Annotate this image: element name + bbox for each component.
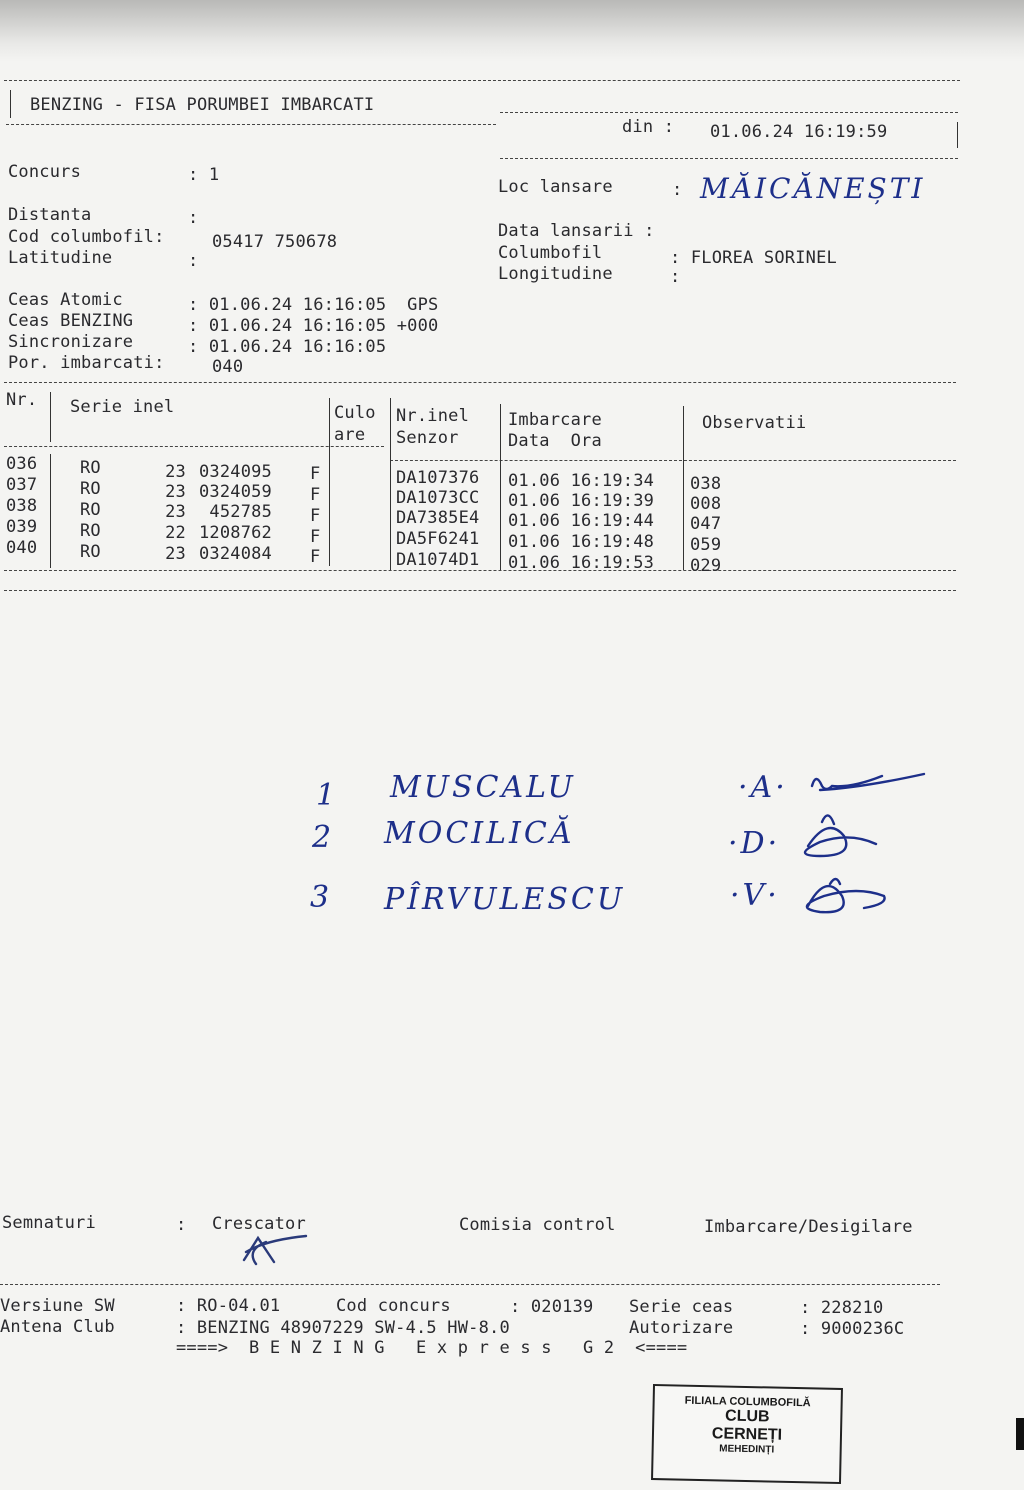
cell-sex: F: [310, 506, 321, 526]
commission-name: MUSCALU: [390, 770, 576, 805]
cod-concurs-label: Cod concurs: [336, 1296, 451, 1316]
autorizare-label: Autorizare: [629, 1318, 734, 1338]
cell-country: RO: [80, 458, 101, 478]
cell-ring: 23 0324059: [165, 482, 272, 502]
cell-nr: 039: [6, 517, 38, 537]
cell-nr: 037: [6, 475, 38, 495]
distanta-label: Distanta: [8, 205, 92, 225]
commission-initial: ·A·: [738, 770, 788, 805]
stamp-line-2: CLUB: [724, 1407, 770, 1426]
antena-label: Antena Club: [0, 1317, 115, 1337]
latitudine-value: :: [188, 251, 199, 271]
concurs-value: : 1: [188, 165, 220, 185]
loc-lansare-label: Loc lansare: [498, 177, 613, 197]
longitudine-value: :: [670, 267, 681, 287]
commission-initial: ·V·: [730, 878, 780, 913]
antena-value: : BENZING 48907229 SW-4.5 HW-8.0: [176, 1318, 510, 1338]
cell-datetime: 01.06 16:19:44: [508, 511, 655, 531]
data-lansarii-label: Data lansarii :: [498, 221, 655, 241]
cell-obs: 038: [690, 474, 722, 494]
cell-senzor: DA1074D1: [396, 550, 480, 570]
cell-senzor: DA1073CC: [396, 488, 480, 508]
crescator-label: Crescator: [212, 1214, 306, 1234]
cell-senzor: DA7385E4: [396, 508, 480, 528]
din-datetime: 01.06.24 16:19:59: [710, 122, 888, 142]
cell-country: RO: [80, 521, 101, 541]
stamp-line-1: FILIALA COLUMBOFILĂ: [684, 1394, 811, 1410]
benzing-express-banner: ====> B E N Z I N G E x p r e s s G 2 <====: [176, 1338, 688, 1358]
cod-concurs-value: : 020139: [510, 1297, 594, 1317]
cod-columbofil-label: Cod columbofil:: [8, 227, 165, 247]
por-imbarcati-label: Por. imbarcati:: [8, 353, 165, 373]
cod-columbofil-value: 05417 750678: [212, 232, 338, 252]
col-header-nr: Nr.: [6, 390, 38, 410]
cell-ring: 23 452785: [165, 502, 272, 522]
col-header-nrinel-1: Nr.inel: [396, 406, 470, 426]
imbarcare-label: Imbarcare/Desigilare: [704, 1217, 913, 1237]
col-header-culoare-2: are: [334, 425, 366, 445]
ceas-atomic-label: Ceas Atomic: [8, 290, 123, 310]
ceas-atomic-value: : 01.06.24 16:16:05 GPS: [188, 295, 439, 315]
versiune-label: Versiune SW: [0, 1296, 115, 1316]
cell-nr: 040: [6, 538, 38, 558]
sincronizare-value: : 01.06.24 16:16:05: [188, 337, 387, 357]
col-header-serie: Serie inel: [70, 397, 175, 417]
cell-obs: 047: [690, 514, 722, 534]
versiune-value: : RO-04.01: [176, 1296, 281, 1316]
loc-lansare-sep: :: [672, 180, 683, 200]
latitudine-label: Latitudine: [8, 248, 113, 268]
cell-nr: 038: [6, 496, 38, 516]
col-header-culoare-1: Culo: [334, 403, 376, 423]
cell-nr: 036: [6, 454, 38, 474]
cell-datetime: 01.06 16:19:39: [508, 491, 655, 511]
concurs-label: Concurs: [8, 162, 82, 182]
cell-sex: F: [310, 464, 321, 484]
cell-senzor: DA107376: [396, 468, 480, 488]
commission-number: 1: [316, 778, 339, 813]
ceas-benzing-value: : 01.06.24 16:16:05 +000: [188, 316, 439, 336]
sincronizare-label: Sincronizare: [8, 332, 134, 352]
cell-ring: 23 0324095: [165, 462, 272, 482]
cell-obs: 029: [690, 556, 722, 576]
din-label: din :: [622, 117, 675, 137]
cell-sex: F: [310, 527, 321, 547]
semnaturi-label: Semnaturi: [2, 1213, 96, 1233]
stamp-line-4: MEHEDINȚI: [719, 1443, 775, 1456]
loc-lansare-handwritten: MĂICĂNEȘTI: [700, 172, 926, 205]
cell-country: RO: [80, 479, 101, 499]
col-header-observatii: Observatii: [702, 413, 807, 433]
commission-name: MOCILICĂ: [384, 816, 575, 851]
serie-ceas-value: : 228210: [800, 1298, 884, 1318]
signature-crescator: [244, 1236, 306, 1264]
document-title: BENZING - FISA PORUMBEI IMBARCATI: [30, 95, 375, 115]
distanta-value: :: [188, 208, 199, 228]
col-header-nrinel-2: Senzor: [396, 428, 459, 448]
col-header-imbarcare-1: Imbarcare: [508, 410, 602, 430]
commission-number: 2: [312, 820, 335, 855]
ceas-benzing-label: Ceas BENZING: [8, 311, 134, 331]
cell-sex: F: [310, 547, 321, 567]
page-edge-mark: [1016, 1418, 1024, 1450]
cell-ring: 22 1208762: [165, 523, 272, 543]
signature-pirvulescu: [807, 879, 885, 912]
cell-country: RO: [80, 500, 101, 520]
cell-country: RO: [80, 542, 101, 562]
columbofil-value: : FLOREA SORINEL: [670, 248, 837, 268]
commission-number: 3: [310, 880, 333, 915]
club-stamp: [651, 1384, 843, 1484]
cell-datetime: 01.06 16:19:34: [508, 471, 655, 491]
footer-rule: [0, 1284, 940, 1285]
cell-obs: 059: [690, 535, 722, 555]
serie-ceas-label: Serie ceas: [629, 1297, 734, 1317]
commission-initial: ·D·: [728, 826, 781, 861]
signature-mocilica: [805, 815, 876, 856]
longitudine-label: Longitudine: [498, 264, 613, 284]
cell-senzor: DA5F6241: [396, 529, 480, 549]
cell-datetime: 01.06 16:19:53: [508, 553, 655, 573]
columbofil-label: Columbofil: [498, 243, 603, 263]
cell-ring: 23 0324084: [165, 544, 272, 564]
comisia-label: Comisia control: [459, 1215, 616, 1235]
signature-muscalu: [812, 774, 924, 790]
cell-sex: F: [310, 485, 321, 505]
col-header-imbarcare-2: Data Ora: [508, 431, 602, 451]
cell-datetime: 01.06 16:19:48: [508, 532, 655, 552]
stamp-line-3: CERNEȚI: [711, 1425, 783, 1444]
autorizare-value: : 9000236C: [800, 1319, 905, 1339]
cell-obs: 008: [690, 494, 722, 514]
por-imbarcati-value: 040: [212, 357, 244, 377]
semnaturi-sep: :: [176, 1215, 187, 1235]
commission-name: PÎRVULESCU: [384, 882, 626, 917]
